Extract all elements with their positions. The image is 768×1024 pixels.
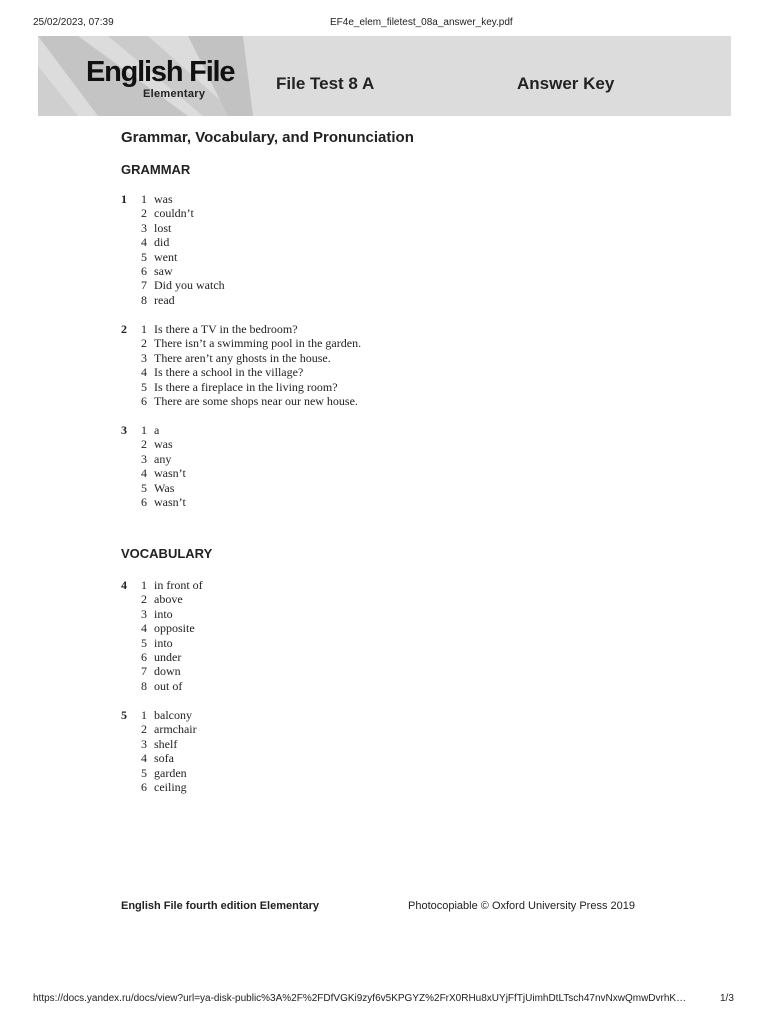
item-number: 5 [141, 765, 147, 780]
print-footer [0, 993, 768, 1007]
header-banner [38, 36, 731, 116]
item-number: 1 [141, 708, 147, 722]
item-number: 7 [141, 278, 147, 293]
footer-edition: English File fourth edition Elementary [121, 900, 320, 912]
answer-text: a [154, 423, 160, 437]
item-number: 6 [141, 263, 147, 278]
answer-text: went [154, 249, 178, 264]
print-page-number: 1/3 [720, 993, 734, 1004]
answer-text: out of [154, 678, 183, 693]
print-filename: EF4e_elem_filetest_08a_answer_key.pdf [330, 17, 513, 28]
answer-text: There are some shops near our new house. [154, 393, 358, 408]
section-heading-grammar: GRAMMAR [121, 162, 191, 177]
item-number: 6 [141, 779, 147, 794]
answer-text: Is there a school in the village? [154, 365, 304, 380]
item-number: 6 [141, 649, 147, 664]
answer-text: into [154, 635, 173, 650]
section-heading-vocabulary: VOCABULARY [121, 546, 213, 561]
answer-text: was [154, 437, 173, 452]
answer-text: wasn’t [154, 494, 186, 509]
item-number: 5 [141, 480, 147, 495]
logo-title: English File [86, 56, 235, 88]
test-label: File Test 8 A [276, 74, 375, 93]
footer-copyright: Photocopiable © Oxford University Press 2019 [408, 900, 635, 912]
print-datetime: 25/02/2023, 07:39 [33, 17, 114, 28]
item-number: 1 [141, 192, 147, 206]
item-number: 3 [141, 451, 147, 466]
answer-text: couldn’t [154, 206, 194, 221]
answer-text: shelf [154, 736, 178, 751]
answer-text: sofa [154, 751, 174, 766]
item-number: 1 [141, 423, 147, 437]
print-url: https://docs.yandex.ru/docs/view?url=ya-disk-public%3A%2F%2FDfVGKi9zyf6v5KPGYZ%2FrX0RHu8xUYjFfTjUimhDtLTsch47nvNxwQmwDvrhK… [33, 993, 687, 1004]
exercise-number: 1 [121, 192, 127, 206]
answer-text: did [154, 235, 170, 250]
item-number: 8 [141, 678, 147, 693]
answer-text: Did you watch [154, 278, 225, 293]
item-number: 5 [141, 635, 147, 650]
answer-text: garden [154, 765, 187, 780]
item-number: 8 [141, 292, 147, 307]
answer-text: saw [154, 263, 173, 278]
item-number: 1 [141, 322, 147, 336]
item-number: 7 [141, 664, 147, 679]
answer-text: Was [154, 480, 175, 495]
answer-text: ceiling [154, 779, 187, 794]
exercise-number: 3 [121, 423, 127, 437]
item-number: 2 [141, 437, 147, 452]
item-number: 2 [141, 336, 147, 351]
item-number: 3 [141, 220, 147, 235]
answer-key-label: Answer Key [517, 74, 615, 93]
item-number: 2 [141, 592, 147, 607]
answer-text: armchair [154, 722, 197, 737]
answer-text: any [154, 451, 172, 466]
answer-text: under [154, 649, 182, 664]
answer-text: opposite [154, 621, 195, 636]
exercise-number: 4 [121, 578, 127, 592]
logo-subtitle: Elementary [143, 88, 206, 100]
answer-text: into [154, 606, 173, 621]
item-number: 3 [141, 736, 147, 751]
item-number: 6 [141, 494, 147, 509]
item-number: 6 [141, 393, 147, 408]
answer-text: down [154, 664, 181, 679]
answer-text: balcony [154, 708, 192, 722]
answer-text: There aren’t any ghosts in the house. [154, 350, 331, 365]
answer-text: wasn’t [154, 466, 186, 481]
item-number: 4 [141, 466, 147, 481]
exercise-number: 5 [121, 708, 127, 722]
item-number: 4 [141, 751, 147, 766]
item-number: 3 [141, 350, 147, 365]
answer-text: lost [154, 220, 172, 235]
item-number: 5 [141, 249, 147, 264]
item-number: 1 [141, 578, 147, 592]
item-number: 4 [141, 365, 147, 380]
answer-text: in front of [154, 578, 203, 592]
item-number: 5 [141, 379, 147, 394]
answer-text: above [154, 592, 183, 607]
exercise-number: 2 [121, 322, 127, 336]
item-number: 2 [141, 206, 147, 221]
answer-text: Is there a fireplace in the living room? [154, 379, 338, 394]
answer-text: read [154, 292, 175, 307]
item-number: 4 [141, 621, 147, 636]
item-number: 4 [141, 235, 147, 250]
answer-text: There isn’t a swimming pool in the garden. [154, 336, 362, 351]
answer-text: Is there a TV in the bedroom? [154, 322, 298, 336]
print-header [0, 17, 768, 31]
item-number: 2 [141, 722, 147, 737]
page-title: Grammar, Vocabulary, and Pronunciation [121, 129, 414, 146]
answer-text: was [154, 192, 173, 206]
item-number: 3 [141, 606, 147, 621]
